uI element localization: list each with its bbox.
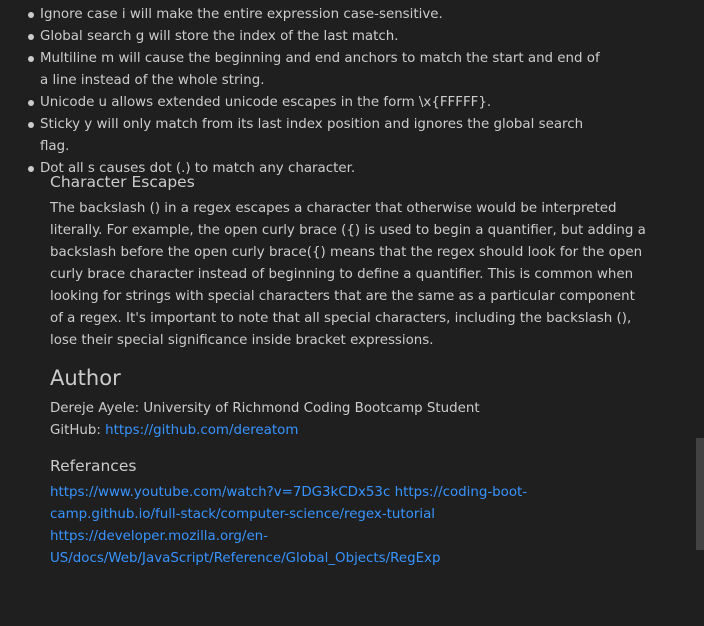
author-paragraph bbox=[50, 398, 650, 442]
list-item: Unicode u allows extended unicode escapes in the form \x{FFFFF}. bbox=[40, 92, 610, 114]
list-item: Dot all s causes dot (.) to match any character. bbox=[40, 158, 610, 180]
reference-link-regex-tutorial[interactable]: https://coding-boot-camp.github.io/full-stack/computer-science/regex-tutorial bbox=[50, 485, 528, 522]
flags-list bbox=[40, 4, 610, 180]
references-heading: Referances bbox=[50, 457, 137, 475]
list-item: Ignore case i will make the entire expression case-sensitive. bbox=[40, 4, 610, 26]
author-heading: Author bbox=[50, 366, 121, 390]
author-name: Dereje Ayele: University of Richmond Coding Bootcamp Student bbox=[50, 401, 480, 416]
references-paragraph bbox=[50, 482, 650, 570]
list-item: Global search g will store the index of the last match. bbox=[40, 26, 610, 48]
list-item: Multiline m will cause the beginning and end anchors to match the start and end of a line instead of the whole string. bbox=[40, 48, 610, 92]
character-escapes-heading: Character Escapes bbox=[50, 173, 195, 191]
reference-link-youtube[interactable]: https://www.youtube.com/watch?v=7DG3kCDx53c bbox=[50, 485, 391, 500]
character-escapes-paragraph: The backslash () in a regex escapes a character that otherwise would be interpreted literally. For example, the open curly brace ({) is used to begin a quantifier, but adding a backslash before the open curly brace({) means that the regex should look for the open curly brace character instead of beginning to define a quantifier. This is common when looking for strings with special characters that are the same as a particular component of a regex. It's important to note that all special characters, including the backslash (), lose their special significance inside bracket expressions. bbox=[50, 201, 646, 348]
vertical-scrollbar-thumb[interactable] bbox=[696, 438, 704, 550]
list-item: Sticky y will only match from its last index position and ignores the global search flag. bbox=[40, 114, 610, 158]
github-link[interactable]: https://github.com/dereatom bbox=[105, 423, 299, 438]
github-label: GitHub: bbox=[50, 423, 106, 438]
reference-link-mdn[interactable]: https://developer.mozilla.org/en-US/docs/Web/JavaScript/Reference/Global_Objects/RegExp bbox=[50, 529, 441, 566]
